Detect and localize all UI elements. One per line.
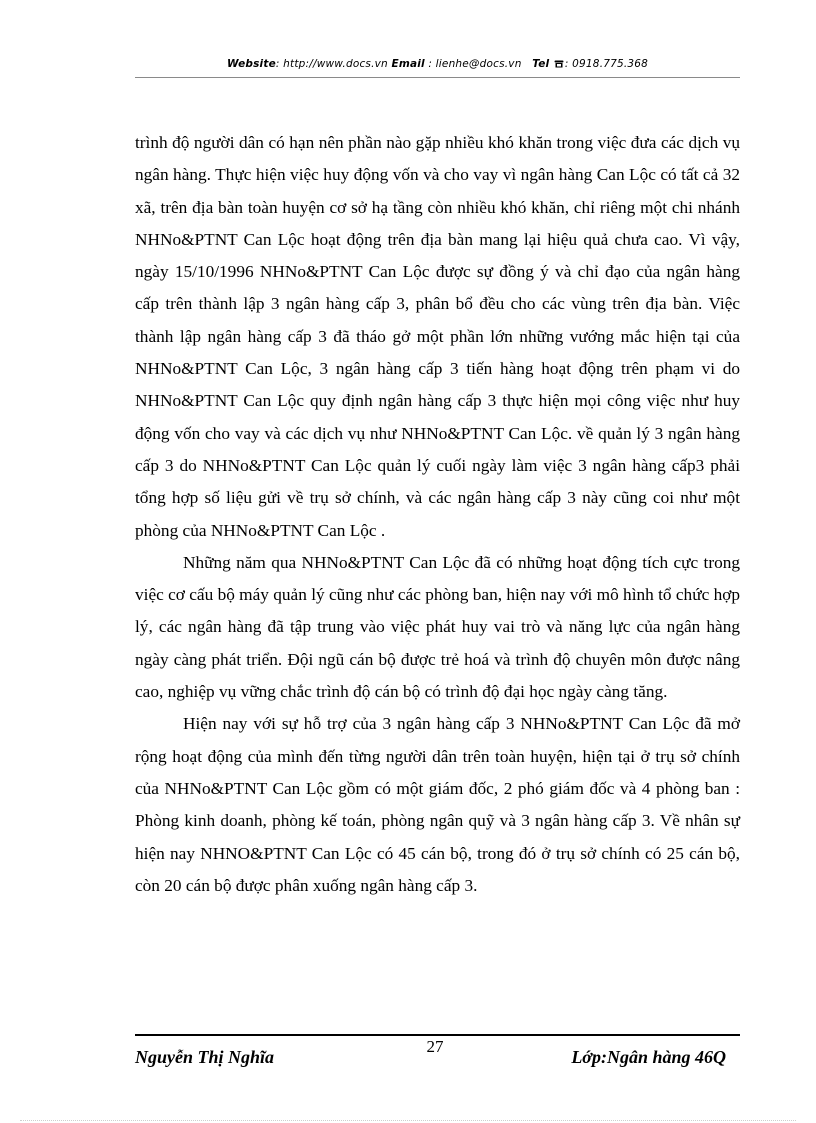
document-body: [135, 127, 740, 902]
website-value: : http://www.docs.vn: [275, 58, 388, 70]
telephone-icon: [554, 60, 564, 68]
header-divider: [135, 77, 740, 78]
website-label: Website: [226, 58, 276, 70]
paragraph-2: Những năm qua NHNo&PTNT Can Lộc đã có những hoạt động tích cực trong việc cơ cấu bộ máy quản lý cũng như các phòng ban, hiện nay với mô hình tổ chức hợp lý, các ngân hàng đã tập trung vào việc phát huy vai trò và năng lực của ngân hàng ngày càng phát triển. Đội ngũ cán bộ được trẻ hoá và trình độ chuyên môn được nâng cao, nghiệp vụ vững chắc trình độ cán bộ có trình độ đại học ngày càng tăng.: [135, 552, 740, 702]
paragraph-3: Hiện nay với sự hỗ trợ của 3 ngân hàng cấp 3 NHNo&PTNT Can Lộc đã mở rộng hoạt động của mình đến từng người dân trên toàn huyện, hiện tại ở trụ sở chính của NHNo&PTNT Can Lộc gồm có một giám đốc, 2 phó giám đốc và 4 phòng ban : Phòng kinh doanh, phòng kế toán, phòng ngân quỹ và 3 ngân hàng cấp 3. Về nhân sự hiện nay NHNO&PTNT Can Lộc có 45 cán bộ, trong đó ở trụ sở chính có 25 cán bộ, còn 20 cán bộ được phân xuống ngân hàng cấp 3.: [135, 714, 740, 895]
page-edge-divider: [20, 1120, 796, 1121]
page-header: [135, 58, 740, 70]
footer-class: Lớp:Ngân hàng 46Q: [571, 1047, 726, 1067]
footer-author: Nguyễn Thị Nghĩa: [135, 1047, 275, 1067]
paragraph-1: trình độ người dân có hạn nên phần nào gặp nhiều khó khăn trong việc đưa các dịch vụ ngân hàng. Thực hiện việc huy động vốn và cho vay vì ngân hàng Can Lộc có tất cả 32 xã, trên địa bàn toàn huyện cơ sở hạ tầng còn nhiều khó khăn, chỉ riêng một chi nhánh NHNo&PTNT Can Lộc hoạt động trên địa bàn mang lại hiệu quả chưa cao. Vì vậy, ngày 15/10/1996 NHNo&PTNT Can Lộc được sự đồng ý và chỉ đạo của ngân hàng cấp trên thành lập 3 ngân hàng cấp 3, phân bổ đều cho các vùng trên địa bàn. Việc thành lập ngân hàng cấp 3 đã tháo gở một phần lớn những vướng mắc hiện tại của NHNo&PTNT Can Lộc, 3 ngân hàng cấp 3 tiến hàng hoạt động trên phạm vi do NHNo&PTNT Can Lộc quy định ngân hàng cấp 3 thực hiện mọi công việc như huy động vốn cho vay và các dịch vụ như NHNo&PTNT Can Lộc. về quản lý 3 ngân hàng cấp 3 do NHNo&PTNT Can Lộc quản lý cuối ngày làm việc 3 ngân hàng cấp3 phải tổng hợp số liệu gửi về trụ sở chính, và các ngân hàng cấp 3 này cũng coi như một phòng của NHNo&PTNT Can Lộc .: [135, 133, 740, 540]
tel-label: Tel: [532, 58, 550, 70]
email-label: Email: [391, 58, 425, 70]
email-value: : lienhe@docs.vn: [424, 58, 522, 70]
page-number: 27: [426, 1037, 444, 1056]
footer-divider: [135, 1034, 740, 1036]
tel-value: : 0918.775.368: [564, 58, 649, 70]
